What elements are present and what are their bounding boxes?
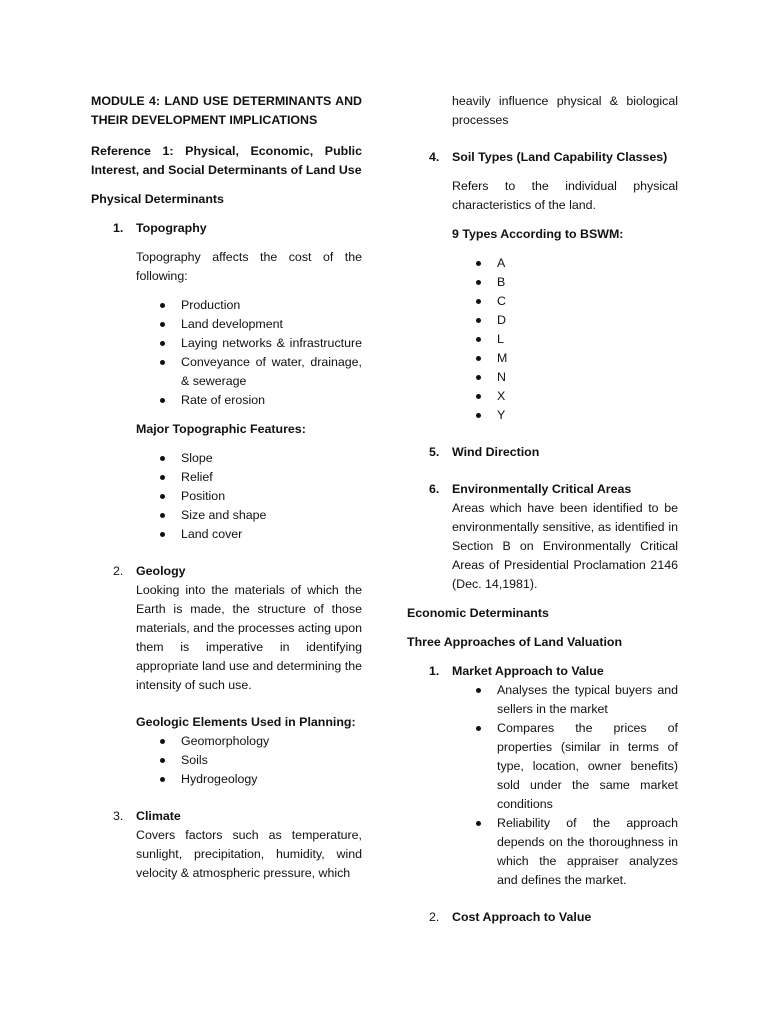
topography-number: 1.: [113, 221, 124, 235]
list-item: Land cover: [91, 525, 362, 544]
physical-determinants-heading: Physical Determinants: [91, 192, 224, 206]
geology-body: Looking into the materials of which the Earth is made, the structure of those materials, and the processes acting upon them is imperative in identifying appropriate land use and determining the intensity of such use.: [136, 583, 362, 692]
soil-types-heading: [407, 148, 678, 167]
market-approach-heading: [407, 662, 678, 681]
module-title: MODULE 4: LAND USE DETERMINANTS AND THEIR DEVELOPMENT IMPLICATIONS: [91, 94, 362, 127]
soil-types-body: Refers to the individual physical characteristics of the land.: [452, 179, 678, 212]
geology-title: Geology: [136, 564, 186, 578]
list-item: Rate of erosion: [91, 391, 362, 410]
list-item: Conveyance of water, drainage, & sewerage: [91, 353, 362, 391]
soil-types-title: Soil Types (Land Capability Classes): [452, 150, 668, 164]
climate-body: Covers factors such as temperature, sunlight, precipitation, humidity, wind velocity & atmospheric pressure, which: [136, 828, 362, 880]
eca-heading: [407, 480, 678, 499]
list-item: Relief: [91, 468, 362, 487]
wind-direction-title: Wind Direction: [452, 445, 540, 459]
list-item: Size and shape: [91, 506, 362, 525]
eca-number: 6.: [429, 482, 440, 496]
eca-body: Areas which have been identified to be environmentally sensitive, as identified in Section B on Environmentally Critical Areas of Presidential Proclamation 2146 (Dec. 14,1981).: [452, 501, 678, 591]
list-item: Soils: [91, 751, 362, 770]
soil-types-number: 4.: [429, 150, 440, 164]
bswm-types-list: [407, 254, 678, 425]
list-item: Laying networks & infrastructure: [91, 334, 362, 353]
list-item: Analyses the typical buyers and sellers in the market: [407, 681, 678, 719]
economic-determinants-heading: Economic Determinants: [407, 606, 549, 620]
left-column: [91, 92, 362, 883]
list-item: X: [407, 387, 678, 406]
list-item: N: [407, 368, 678, 387]
wind-direction-number: 5.: [429, 445, 440, 459]
list-item: B: [407, 273, 678, 292]
market-approach-number: 1.: [429, 664, 440, 678]
list-item: Land development: [91, 315, 362, 334]
market-approach-title: Market Approach to Value: [452, 664, 604, 678]
eca-title: Environmentally Critical Areas: [452, 482, 632, 496]
geology-number: 2.: [113, 564, 124, 578]
list-item: Reliability of the approach depends on the thoroughness in which the appraiser analyzes and defines the market.: [407, 814, 678, 890]
geology-heading: [91, 562, 362, 581]
bswm-types-heading: 9 Types According to BSWM:: [452, 227, 624, 241]
list-item: C: [407, 292, 678, 311]
list-item: M: [407, 349, 678, 368]
topography-title: Topography: [136, 221, 207, 235]
right-column: [407, 92, 678, 927]
cost-approach-heading: [407, 908, 678, 927]
topography-cost-list: [91, 296, 362, 410]
list-item: D: [407, 311, 678, 330]
list-item: A: [407, 254, 678, 273]
topographic-features-list: [91, 449, 362, 544]
reference-heading: Reference 1: Physical, Economic, Public Interest, and Social Determinants of Land Use: [91, 144, 362, 177]
list-item: Y: [407, 406, 678, 425]
topography-intro: Topography affects the cost of the following:: [136, 250, 362, 283]
list-item: Compares the prices of properties (similar in terms of type, location, owner benefits) sold under the same market conditions: [407, 719, 678, 814]
climate-body-continued: heavily influence physical & biological processes: [452, 94, 678, 127]
climate-number: 3.: [113, 809, 124, 823]
list-item: Slope: [91, 449, 362, 468]
topographic-features-heading: Major Topographic Features:: [136, 422, 306, 436]
list-item: Production: [91, 296, 362, 315]
market-approach-list: [407, 681, 678, 890]
climate-title: Climate: [136, 809, 181, 823]
climate-heading: [91, 807, 362, 826]
list-item: Geomorphology: [91, 732, 362, 751]
cost-approach-title: Cost Approach to Value: [452, 910, 592, 924]
list-item: L: [407, 330, 678, 349]
list-item: Position: [91, 487, 362, 506]
list-item: Hydrogeology: [91, 770, 362, 789]
land-valuation-heading: Three Approaches of Land Valuation: [407, 635, 623, 649]
cost-approach-number: 2.: [429, 910, 440, 924]
topography-heading: [91, 219, 362, 238]
geologic-elements-list: [91, 732, 362, 789]
geologic-elements-heading: Geologic Elements Used in Planning:: [136, 715, 356, 729]
wind-direction-heading: [407, 443, 678, 462]
